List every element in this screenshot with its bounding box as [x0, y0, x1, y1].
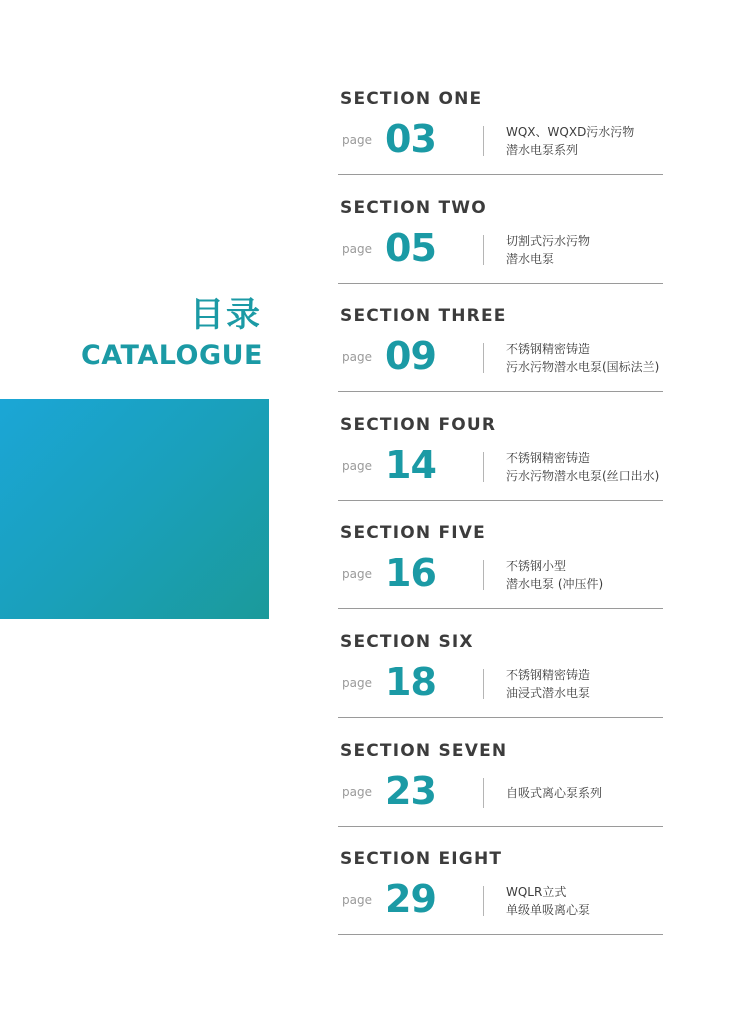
toc-entry[interactable]: [338, 303, 663, 412]
separator-bar: [483, 343, 484, 373]
page-number: 18: [385, 659, 436, 704]
decorative-color-block: [0, 399, 269, 619]
page-label: page: [342, 567, 372, 582]
description-line: 污水污物潜水电泵(国标法兰): [506, 360, 660, 375]
description-line: 不锈钢小型: [506, 559, 567, 574]
page-label: page: [342, 133, 372, 147]
toc-entry[interactable]: [338, 412, 663, 521]
page-number: 16: [385, 551, 436, 596]
description-line: WQX、WQXD污水污物: [506, 125, 635, 139]
page-number: 05: [385, 225, 436, 270]
page-label: page: [342, 350, 372, 365]
section-title: SECTION FOUR: [340, 414, 497, 435]
section-title: SECTION THREE: [340, 306, 507, 327]
separator-bar: [483, 560, 484, 590]
page-label: page: [342, 893, 372, 908]
toc-entry[interactable]: [338, 86, 663, 195]
description-line: 潜水电泵 (冲压件): [506, 577, 604, 592]
toc-entry[interactable]: [338, 195, 663, 304]
catalogue-title-cn: 目录: [190, 295, 262, 335]
description-line: WQLR立式: [506, 885, 567, 900]
toc-entry[interactable]: [338, 629, 663, 738]
page-label: page: [342, 241, 372, 256]
description-line: 不锈钢精密铸造: [506, 450, 591, 465]
description-line: 油浸式潜水电泵: [506, 685, 591, 700]
separator-bar: [483, 235, 484, 265]
page-number: 29: [385, 877, 436, 922]
description-line: 自吸式离心泵系列: [506, 785, 603, 800]
toc-entry[interactable]: [338, 520, 663, 629]
separator-bar: [483, 778, 484, 808]
catalogue-title-en: CATALOGUE: [80, 340, 263, 371]
page-label: page: [342, 675, 372, 690]
page-number: 03: [385, 117, 436, 161]
divider-line: [338, 174, 663, 175]
description-line: 不锈钢精密铸造: [506, 667, 591, 682]
table-of-contents: [338, 86, 663, 955]
description-line: 切割式污水污物: [506, 233, 591, 248]
section-description: [506, 340, 659, 376]
section-title: SECTION ONE: [340, 89, 483, 109]
description-line: 不锈钢精密铸造: [506, 342, 591, 357]
section-description: [506, 784, 602, 802]
separator-bar: [483, 886, 484, 916]
divider-line: [338, 934, 663, 935]
section-title: SECTION FIVE: [340, 523, 486, 544]
section-title: SECTION TWO: [340, 197, 487, 218]
toc-entry[interactable]: [338, 738, 663, 847]
section-description: [506, 232, 590, 268]
divider-line: [338, 717, 663, 718]
separator-bar: [483, 452, 484, 482]
page-number: 14: [385, 442, 436, 487]
page-number: 23: [385, 768, 436, 813]
description-line: 潜水电泵系列: [506, 143, 579, 157]
divider-line: [338, 608, 663, 609]
section-description: [506, 557, 603, 593]
divider-line: [338, 283, 663, 284]
divider-line: [338, 391, 663, 392]
section-description: [506, 883, 590, 919]
section-title: SECTION EIGHT: [340, 849, 503, 870]
description-line: 污水污物潜水电泵(丝口出水): [506, 468, 660, 483]
description-line: 潜水电泵: [506, 251, 555, 266]
page-label: page: [342, 458, 372, 473]
section-title: SECTION SIX: [340, 631, 474, 652]
toc-entry[interactable]: [338, 846, 663, 955]
section-title: SECTION SEVEN: [340, 740, 508, 761]
section-description: [506, 666, 590, 702]
page-label: page: [342, 784, 372, 799]
divider-line: [338, 826, 663, 827]
section-description: [506, 449, 659, 485]
separator-bar: [483, 669, 484, 699]
separator-bar: [483, 126, 484, 156]
page-number: 09: [385, 334, 436, 379]
description-line: 单级单吸离心泵: [506, 903, 591, 918]
section-description: [506, 123, 634, 159]
divider-line: [338, 500, 663, 501]
